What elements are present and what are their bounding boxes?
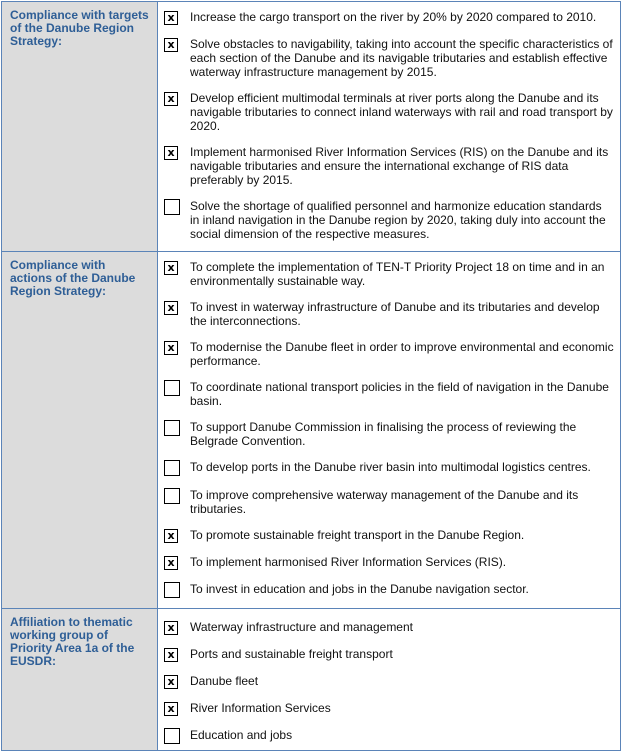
- checkbox-checked-icon[interactable]: x: [164, 529, 178, 543]
- list-item: [164, 37, 614, 79]
- checkbox-unchecked-icon[interactable]: [164, 728, 180, 744]
- list-item: [164, 728, 614, 744]
- checkbox-checked-icon[interactable]: x: [164, 675, 178, 689]
- checkbox-checked-icon[interactable]: x: [164, 301, 178, 315]
- item-text: Ports and sustainable freight transport: [190, 647, 393, 661]
- item-text: Solve the shortage of qualified personnel and harmonize education standards in inland navigation in the Danube region by 2020, taking duly into account the social dimension of the respective measures.: [190, 199, 606, 241]
- checkbox-checked-icon[interactable]: x: [164, 92, 178, 106]
- checkbox-checked-icon[interactable]: x: [164, 556, 178, 570]
- item-text: Increase the cargo transport on the river by 20% by 2020 compared to 2010.: [190, 10, 597, 24]
- checkbox-checked-icon[interactable]: x: [164, 261, 178, 275]
- section-label: Affiliation to thematic working group of Priority Area 1a of the EUSDR:: [2, 609, 158, 751]
- list-item: [164, 10, 614, 25]
- compliance-table: [1, 1, 621, 751]
- item-text: To coordinate national transport policies in the field of navigation in the Danube basin.: [190, 380, 609, 408]
- item-text: Danube fleet: [190, 674, 259, 688]
- item-text: River Information Services: [190, 701, 331, 715]
- section-label: Compliance with actions of the Danube Region Strategy:: [2, 252, 158, 609]
- list-item: [164, 340, 614, 368]
- list-item: [164, 701, 614, 716]
- item-text: To modernise the Danube fleet in order to improve environmental and economic performance.: [190, 340, 614, 368]
- item-text: To improve comprehensive waterway management of the Danube and its tributaries.: [190, 488, 579, 516]
- checkbox-checked-icon[interactable]: x: [164, 146, 178, 160]
- checkbox-unchecked-icon[interactable]: [164, 380, 180, 396]
- item-text: To implement harmonised River Information Services (RIS).: [190, 555, 507, 569]
- checkbox-checked-icon[interactable]: x: [164, 11, 178, 25]
- section-actions: [2, 252, 621, 609]
- list-item: [164, 582, 614, 598]
- checkbox-unchecked-icon[interactable]: [164, 582, 180, 598]
- item-text: Education and jobs: [190, 728, 293, 742]
- section-targets: [2, 2, 621, 252]
- checkbox-unchecked-icon[interactable]: [164, 199, 180, 215]
- item-text: Solve obstacles to navigability, taking into account the specific characteristics of each section of the Danube and its navigable tributaries and establish effective waterway infrastructure management by 2015.: [190, 37, 613, 79]
- checkbox-checked-icon[interactable]: x: [164, 38, 178, 52]
- list-item: [164, 555, 614, 570]
- checkbox-checked-icon[interactable]: x: [164, 621, 178, 635]
- item-text: Waterway infrastructure and management: [190, 620, 413, 634]
- item-text: Implement harmonised River Information Services (RIS) on the Danube and its navigable tributaries and ensure the international exchange of RIS data preferably by 2015.: [190, 145, 609, 187]
- list-item: [164, 91, 614, 133]
- list-item: [164, 647, 614, 662]
- list-item: [164, 260, 614, 288]
- checkbox-unchecked-icon[interactable]: [164, 488, 180, 504]
- checkbox-unchecked-icon[interactable]: [164, 420, 180, 436]
- list-item: [164, 199, 614, 241]
- section-items: [158, 252, 621, 609]
- list-item: [164, 488, 614, 516]
- checkbox-checked-icon[interactable]: x: [164, 702, 178, 716]
- list-item: [164, 460, 614, 476]
- section-label: Compliance with targets of the Danube Region Strategy:: [2, 2, 158, 252]
- item-text: To promote sustainable freight transport in the Danube Region.: [190, 528, 525, 542]
- checkbox-unchecked-icon[interactable]: [164, 460, 180, 476]
- item-text: To support Danube Commission in finalising the process of reviewing the Belgrade Convention.: [190, 420, 577, 448]
- item-text: To invest in waterway infrastructure of Danube and its tributaries and develop the interconnections.: [190, 300, 600, 328]
- section-working-group: [2, 609, 621, 751]
- item-text: Develop efficient multimodal terminals at river ports along the Danube and its navigable tributaries to connect inland waterways with rail and road transport by 2020.: [190, 91, 613, 133]
- item-text: To develop ports in the Danube river basin into multimodal logistics centres.: [190, 460, 591, 474]
- list-item: [164, 380, 614, 408]
- list-item: [164, 300, 614, 328]
- item-text: To complete the implementation of TEN-T Priority Project 18 on time and in an environmentally sustainable way.: [190, 260, 605, 288]
- list-item: [164, 620, 614, 635]
- item-text: To invest in education and jobs in the Danube navigation sector.: [190, 582, 529, 596]
- section-items: [158, 2, 621, 252]
- checkbox-checked-icon[interactable]: x: [164, 341, 178, 355]
- checkbox-checked-icon[interactable]: x: [164, 648, 178, 662]
- list-item: [164, 528, 614, 543]
- list-item: [164, 674, 614, 689]
- list-item: [164, 145, 614, 187]
- list-item: [164, 420, 614, 448]
- section-items: [158, 609, 621, 751]
